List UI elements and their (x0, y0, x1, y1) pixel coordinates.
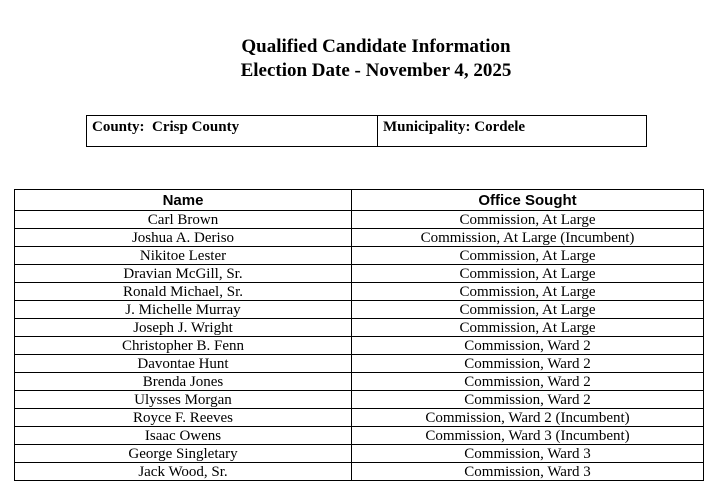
office-sought: Commission, At Large (352, 211, 704, 229)
candidate-name: Davontae Hunt (15, 355, 352, 373)
candidate-table (14, 189, 704, 481)
table-row (15, 427, 704, 445)
table-row (15, 283, 704, 301)
candidate-name: Christopher B. Fenn (15, 337, 352, 355)
table-row (15, 211, 704, 229)
office-sought: Commission, Ward 2 (352, 355, 704, 373)
candidate-name: George Singletary (15, 445, 352, 463)
table-row (15, 247, 704, 265)
table-row (15, 265, 704, 283)
office-sought: Commission, At Large (352, 265, 704, 283)
office-sought: Commission, Ward 2 (352, 391, 704, 409)
candidate-name: Royce F. Reeves (15, 409, 352, 427)
document-title: Qualified Candidate Information (241, 36, 511, 57)
table-row (15, 337, 704, 355)
candidate-name: Isaac Owens (15, 427, 352, 445)
candidate-name: Brenda Jones (15, 373, 352, 391)
office-sought: Commission, At Large (352, 301, 704, 319)
table-row (15, 445, 704, 463)
office-sought: Commission, Ward 3 (352, 445, 704, 463)
candidate-name: Joseph J. Wright (15, 319, 352, 337)
table-row (15, 463, 704, 481)
office-sought: Commission, At Large (352, 319, 704, 337)
office-sought: Commission, At Large (352, 283, 704, 301)
candidate-name: J. Michelle Murray (15, 301, 352, 319)
table-row (15, 301, 704, 319)
table-row (15, 373, 704, 391)
candidate-name: Ronald Michael, Sr. (15, 283, 352, 301)
candidate-name: Jack Wood, Sr. (15, 463, 352, 481)
office-sought: Commission, Ward 2 (352, 373, 704, 391)
county-label: County: Crisp County (87, 116, 378, 146)
column-header-office: Office Sought (352, 190, 704, 211)
jurisdiction-box (86, 115, 647, 147)
office-sought: Commission, Ward 3 (352, 463, 704, 481)
office-sought: Commission, At Large (Incumbent) (352, 229, 704, 247)
office-sought: Commission, Ward 3 (Incumbent) (352, 427, 704, 445)
column-header-name: Name (15, 190, 352, 211)
table-row (15, 319, 704, 337)
table-row (15, 391, 704, 409)
office-sought: Commission, Ward 2 (352, 337, 704, 355)
office-sought: Commission, At Large (352, 247, 704, 265)
table-header-row (15, 190, 704, 211)
municipality-label: Municipality: Cordele (383, 119, 526, 135)
office-sought: Commission, Ward 2 (Incumbent) (352, 409, 704, 427)
table-row (15, 409, 704, 427)
candidate-name: Joshua A. Deriso (15, 229, 352, 247)
candidate-name: Ulysses Morgan (15, 391, 352, 409)
table-row (15, 229, 704, 247)
candidate-name: Carl Brown (15, 211, 352, 229)
candidate-name: Nikitoe Lester (15, 247, 352, 265)
election-date: Election Date - November 4, 2025 (240, 60, 512, 81)
candidate-name: Dravian McGill, Sr. (15, 265, 352, 283)
table-row (15, 355, 704, 373)
